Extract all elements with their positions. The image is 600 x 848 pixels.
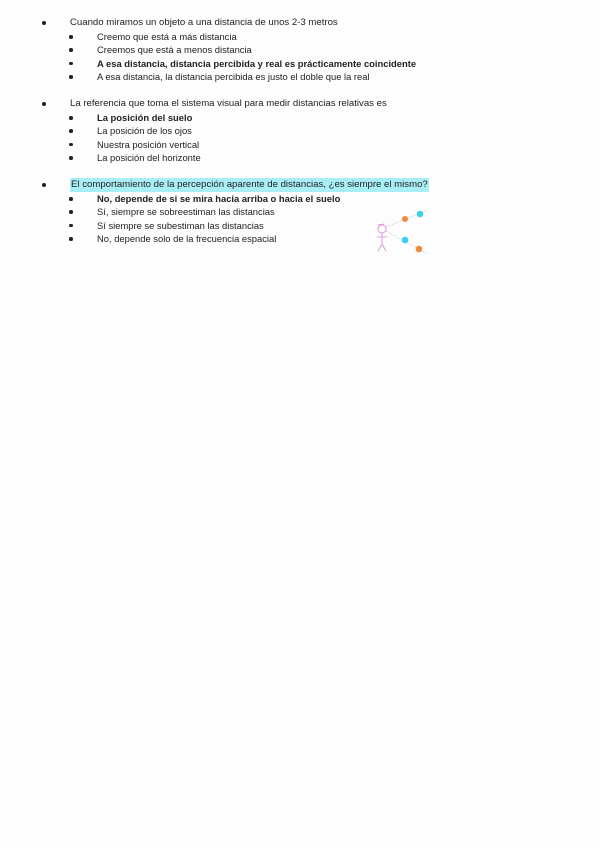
option-text: No, depende solo de la frecuencia espacial [97, 233, 277, 245]
option-row [40, 57, 560, 70]
option-text-correct: A esa distancia, distancia percibida y real es prácticamente coincidente [97, 57, 417, 69]
bullet-icon [69, 116, 73, 120]
bullet-icon [69, 197, 73, 201]
option-row [40, 70, 560, 83]
option-text: Sí, siempre se sobreestiman las distancias [97, 206, 275, 218]
bullet-icon [42, 183, 46, 187]
bullet-icon [69, 210, 73, 214]
bullet-icon [69, 129, 73, 133]
option-text-correct: La posición del suelo [97, 112, 193, 123]
bullet-icon [42, 102, 46, 106]
option-row [40, 111, 560, 124]
question-row [40, 178, 560, 192]
bullet-icon [69, 237, 73, 241]
option-row [40, 151, 560, 164]
option-row [40, 219, 560, 232]
option-row [40, 124, 560, 137]
question-row [40, 97, 560, 111]
question-text-highlighted: El comportamiento de la percepción aparente de distancias, ¿es siempre el mismo? [71, 179, 428, 190]
bullet-icon [69, 224, 73, 228]
question-row [40, 16, 560, 30]
option-text: Nuestra posición vertical [97, 138, 200, 150]
question-text: La referencia que toma el sistema visual para medir distancias relativas es [70, 98, 387, 109]
option-row [40, 192, 560, 205]
option-text: Creemo que está a más distancia [97, 31, 237, 42]
option-row [40, 43, 560, 56]
option-text: La posición del horizonte [97, 152, 201, 164]
option-row [40, 232, 560, 245]
option-text-correct: No, depende de si se mira hacia arriba o hacia el suelo [97, 193, 341, 204]
bullet-icon [69, 62, 73, 66]
bullet-icon [42, 21, 46, 25]
option-row [40, 205, 560, 218]
option-text: Sí siempre se subestiman las distancias [97, 219, 264, 231]
option-text: La posición de los ojos [97, 125, 192, 137]
handdrawn-sketch-icon [368, 206, 432, 256]
bullet-icon [69, 35, 73, 39]
question-3 [40, 178, 560, 246]
bullet-icon [69, 75, 73, 79]
bullet-icon [69, 143, 73, 147]
option-text: Creemos que está a menos distancia [97, 44, 252, 56]
question-1 [40, 16, 560, 84]
option-text: A esa distancia, la distancia percibida es justo el doble que la real [97, 71, 370, 83]
question-text: Cuando miramos un objeto a una distancia de unos 2-3 metros [70, 17, 338, 28]
bullet-icon [69, 48, 73, 52]
question-2 [40, 97, 560, 165]
option-row [40, 30, 560, 43]
bullet-icon [69, 156, 73, 160]
option-row [40, 138, 560, 151]
